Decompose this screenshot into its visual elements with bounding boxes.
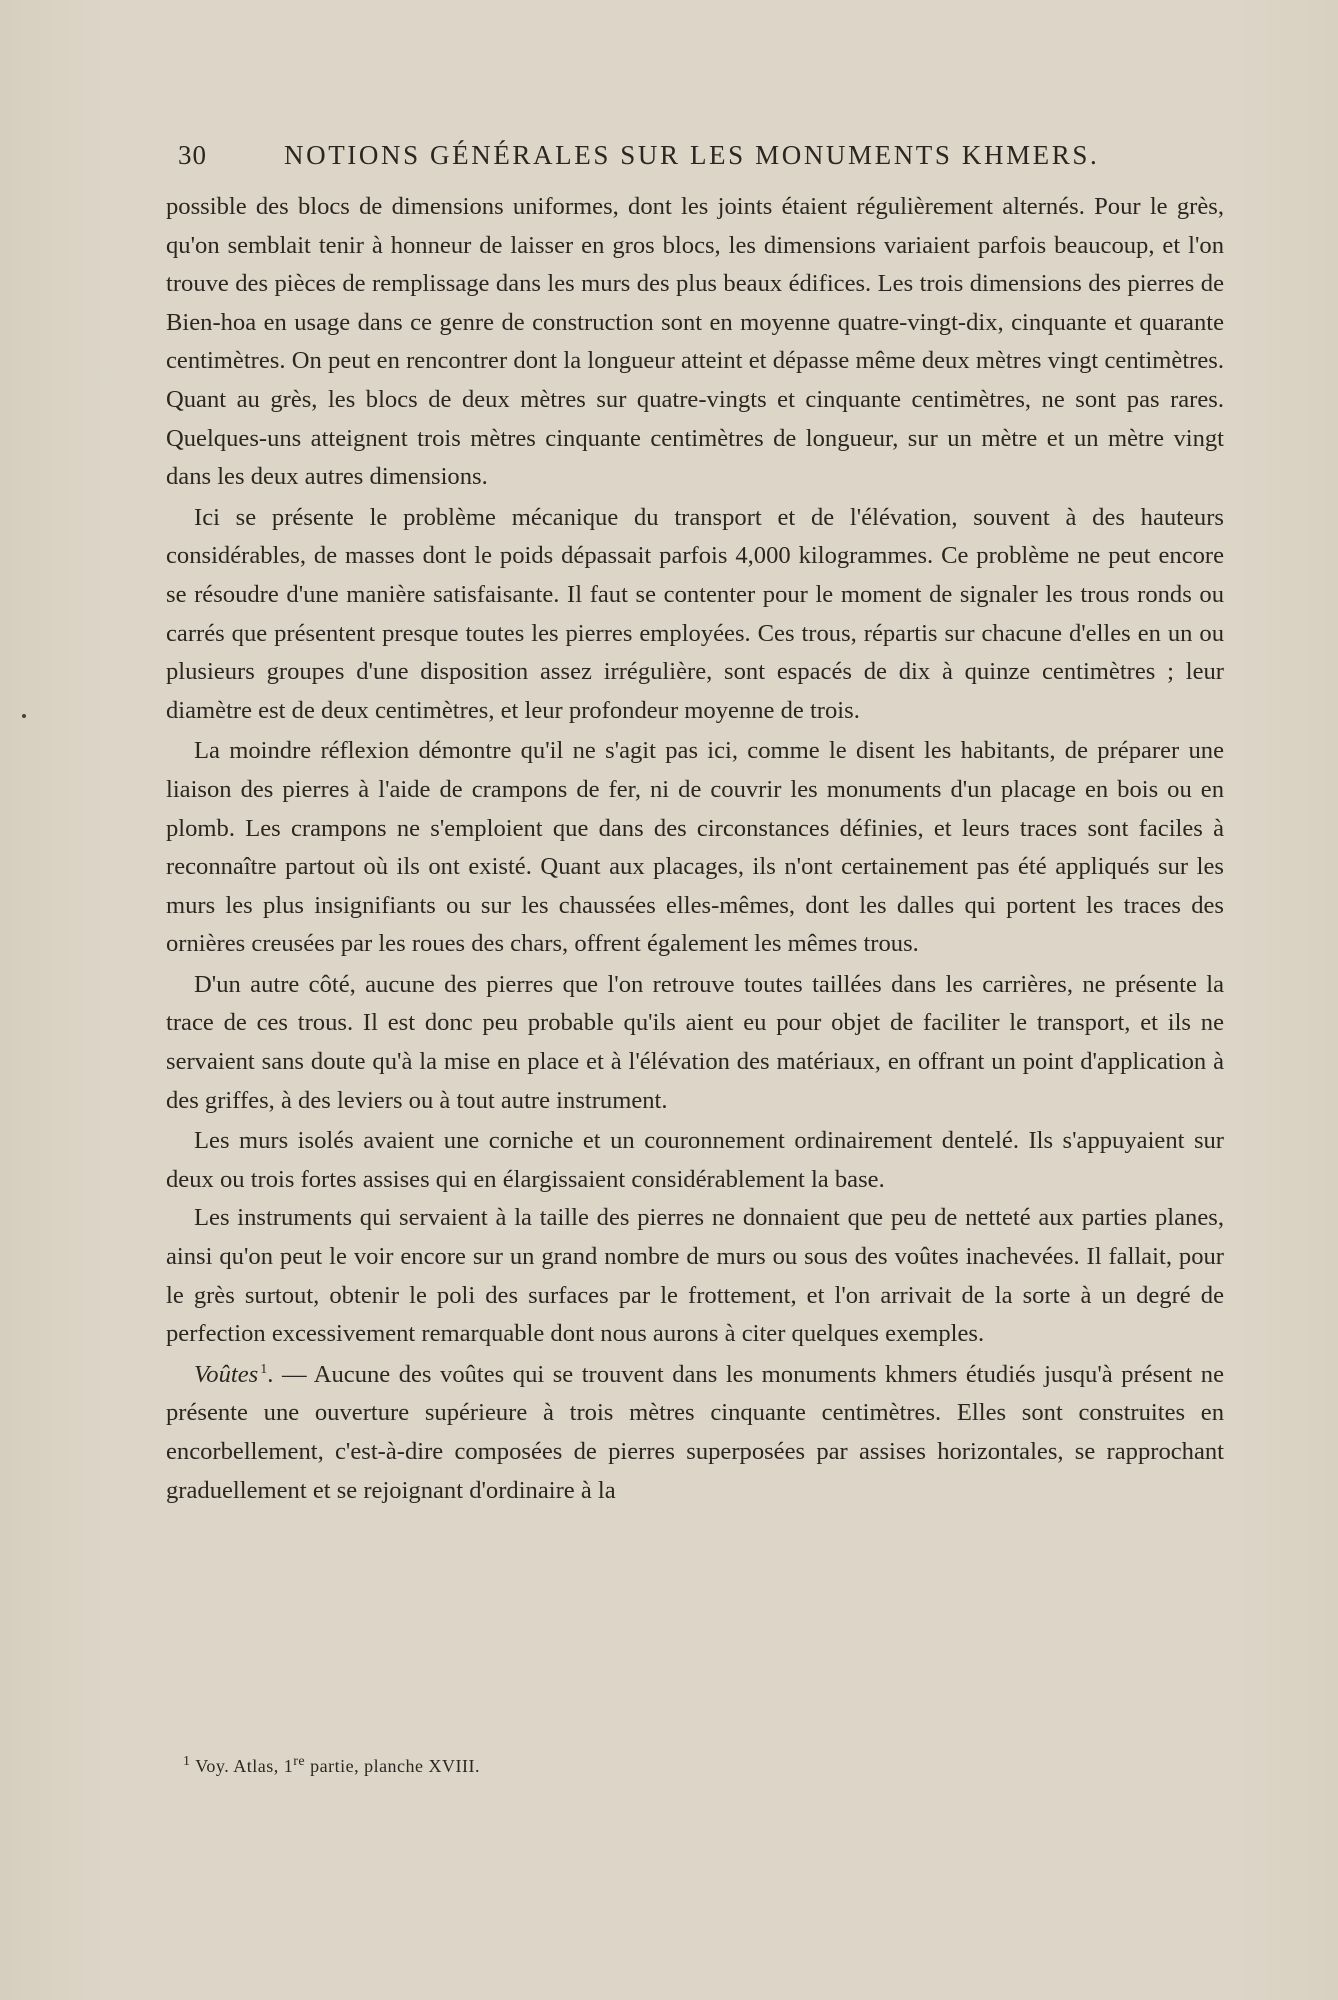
footnote [183, 1756, 480, 1777]
paragraph-text: . — Aucune des voûtes qui se trouvent dans les monuments khmers étudiés jusqu'à présent ne présente une ouverture supérieure à trois mètres cinquante centimètres. Elles sont construites en encorbellement, c'est-à-dire composées de pierres superposées par assises horizontales, se rapprochant graduellement et se rejoignant d'ordinaire à la [166, 1360, 1224, 1504]
paragraph: D'un autre côté, aucune des pierres que l'on retrouve toutes taillées dans les carrières, ne présente la trace de ces trous. Il est donc peu probable qu'ils aient eu pour objet de faciliter le transport, et ils ne servaient sans doute qu'à la mise en place et à l'élévation des matériaux, en offrant un point d'application à des griffes, à des leviers ou à tout autre instrument. [166, 970, 1224, 1114]
footnote-mark: 1 [183, 1754, 191, 1769]
paragraph: Ici se présente le problème mécanique du transport et de l'élévation, souvent à des hauteurs considérables, de masses dont le poids dépassait parfois 4,000 kilogrammes. Ce problème ne peut encore se résoudre d'une manière satisfaisante. Il faut se contenter pour le moment de signaler les trous ronds ou carrés que présentent presque toutes les pierres employées. Ces trous, répartis sur chacune d'elles en un ou plusieurs groupes d'une disposition assez irrégulière, sont espacés de dix à quinze centimètres ; leur diamètre est de deux centimètres, et leur profondeur moyenne de trois. [166, 503, 1224, 724]
paragraph: Les instruments qui servaient à la taille des pierres ne donnaient que peu de netteté aux parties planes, ainsi qu'on peut le voir encore sur un grand nombre de murs ou sous des voûtes inachevées. Il fallait, pour le grès surtout, obtenir le poli des surfaces par le frottement, et l'on arrivait de la sorte à un degré de perfection excessivement remarquable dont nous aurons à citer quelques exemples. [166, 1204, 1224, 1348]
footnote-text-start: Voy. Atlas, 1 [195, 1756, 294, 1776]
page-header [178, 140, 1138, 180]
paragraph: possible des blocs de dimensions uniformes, dont les joints étaient régulièrement alternés. Pour le grès, qu'on semblait tenir à honneur de laisser en gros blocs, les dimensions variaient parfois beaucoup, et l'on trouve des pièces de remplissage dans les murs des plus beaux édifices. Les trois dimensions des pierres de Bien-hoa en usage dans ce genre de construction sont en moyenne quatre-vingt-dix, cinquante et quarante centimètres. On peut en rencontrer dont la longueur atteint et dépasse même deux mètres vingt centimètres. Quant au grès, les blocs de deux mètres sur quatre-vingts et cinquante centimètres, ne sont pas rares. Quelques-uns atteignent trois mètres cinquante centimètres de longueur, sur un mètre et un mètre vingt dans les deux autres dimensions. [166, 193, 1224, 491]
body-text [166, 188, 1224, 1510]
footnote-reference: 1 [260, 1361, 268, 1377]
footnote-text-end: partie, planche XVIII. [305, 1756, 481, 1776]
margin-mark [22, 714, 26, 718]
running-title: NOTIONS GÉNÉRALES SUR LES MONUMENTS KHMERS. [284, 140, 1100, 170]
section-lead: Voûtes [194, 1360, 259, 1388]
paragraph: Les murs isolés avaient une corniche et un couronnement ordinairement dentelé. Ils s'appuyaient sur deux ou trois fortes assises qui en élargissaient considérablement la base. [166, 1127, 1224, 1193]
paragraph-voutes [166, 1356, 1224, 1510]
page-number: 30 [178, 140, 207, 170]
footnote-superscript: re [293, 1754, 306, 1769]
paragraph: La moindre réflexion démontre qu'il ne s'agit pas ici, comme le disent les habitants, de préparer une liaison des pierres à l'aide de crampons de fer, ni de couvrir les monuments d'un placage en bois ou en plomb. Les crampons ne s'emploient que dans des circonstances définies, et leurs traces sont faciles à reconnaître partout où ils ont existé. Quant aux placages, ils n'ont certainement pas été appliqués sur les murs les plus insignifiants ou sur les chaussées elles-mêmes, dont les dalles qui portent les traces des ornières creusées par les roues des chars, offrent également les mêmes trous. [166, 737, 1224, 958]
